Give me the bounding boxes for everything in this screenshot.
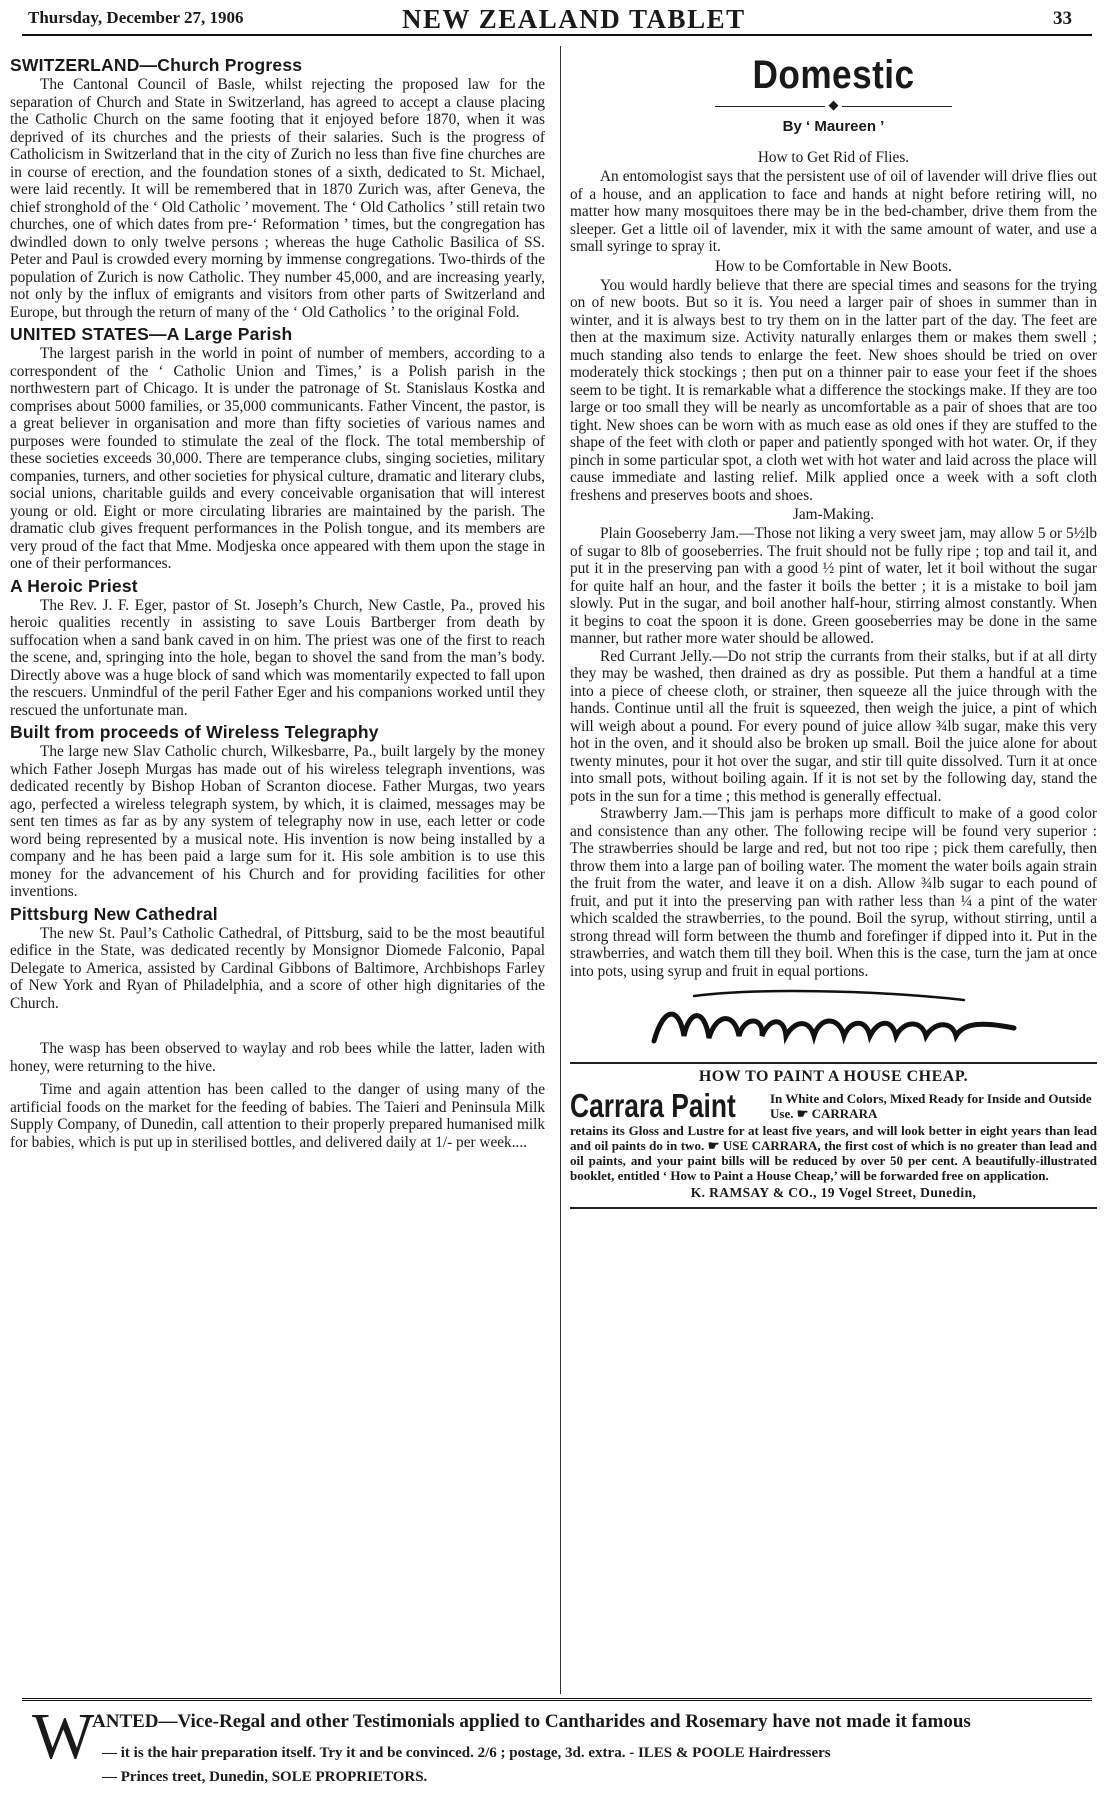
ad-side-text: In White and Colors, Mixed Ready for Inside and Outside Use. ☛ CARRARA [770, 1091, 1092, 1121]
ad-body: retains its Gloss and Lustre for at least five years, and will look better in eight years than lead and oil paints do in two. ☛ USE CARRARA, the first cost of which is no greater than lead and oil paints, and your paint bills will be reduced by over 50 per cent. A beautifully-illustrated booklet, entitled ‘ How to Paint a House Cheap,’ will be forwarded free on application. [570, 1123, 1097, 1183]
domestic-title: Domestic [752, 53, 915, 97]
wireless-body: The large new Slav Catholic church, Wilkesbarre, Pa., built largely by the money which Father Joseph Murgas has made out of his wireless telegraph inventions, was dedicated recently by Bishop Hoban of Scranton diocese. Father Murgas, two years ago, perfected a wireless telegraph system, by which, it is claimed, messages may be sent ten times as far as by any system of telegraphy now in use, each letter or code word being represented by a musical note. His invention is now being installed by a company and he has been paid a large sum for it. His sole ambition is to use this money for the advancement of his Church and for providing facilities for other inventions. [10, 743, 545, 900]
flies-body: An entomologist says that the persistent use of oil of lavender will drive flies out of a house, and an application to face and hands at night before retiring will, no matter how many mosquitoes there may be in the bed-chamber, drive them from the sleeper. Get a little oil of lavender, mix it with the same amount of water, and use a small syringe to spray it. [570, 168, 1097, 255]
jam-heading: Jam-Making. [792, 506, 875, 523]
footer-ad [22, 1698, 1092, 1792]
column-divider [560, 46, 561, 1694]
wasp-paragraph: The wasp has been observed to waylay and rob bees while the latter, laden with honey, were returning to the hive. [10, 1040, 545, 1075]
switzerland-body: The Cantonal Council of Basle, whilst rejecting the proposed law for the separation of Church and State in Switzerland, has agreed to accept a clause placing the Catholic Church on the same footing that it enjoyed before 1870, when it was deprived of its churches and the priests of their salaries. Such is the progress of Catholicism in Switzerland that in the city of Zurich no less than five fine churches are in course of erection, and the foundation stones of a sixth, dedicated to St. Michael, were laid recently. It will be remembered that in 1870 Zurich was, after Geneva, the chief stronghold of the ‘ Old Catholic ’ movement. The ‘ Old Catholics ’ still retain two churches, one of which dates from pre-‘ Reformation ’ times, but the congregation has dwindled down to only twelve persons ; whereas the huge Catholic Basilica of SS. Peter and Paul is crowded every morning by immense congregations. Two-thirds of the population of Zurich is now Catholic. They number 45,000, and are increasing yearly, not only by the influx of emigrants and visitors from other parts of Switzerland and Europe, but through the return of many of the ‘ Old Catholics ’ to the original Fold. [10, 76, 545, 321]
united-states-heading: UNITED STATES—A Large Parish [10, 324, 293, 344]
pittsburg-heading: Pittsburg New Cathedral [10, 903, 218, 924]
flies-heading: How to Get Rid of Flies. [757, 149, 910, 166]
united-states-body: The largest parish in the world in point of number of members, according to a correspondent of the ‘ Catholic Union and Times,’ is a Polish parish in the northwestern part of Chicago. It is under the patronage of St. Stanislaus Kostka and comprises about 5000 families, or 35,000 communicants. Father Vincent, the pastor, is a great believer in organisation and more than fifty societies of various names and purposes were founded to stimulate the zeal of the flock. The total membership of these societies exceeds 30,000. There are temperance clubs, singing societies, military companies, turners, and other societies for physical culture, dramatic and literary clubs, social unions, charitable guilds and every conceivable organisation that will interest young or old. Eight or more circulating libraries are maintained by the parish. The dramatic club gives frequent performances in the Polish tongue, and its members are very proud of the fact that Mme. Modjeska once appeared with them upon the stage in one of their performances. [10, 345, 545, 572]
footer-line-2: — it is the hair preparation itself. Try it and be convinced. 2/6 ; postage, 3d. extra. - ILES & POOLE Hairdressers [102, 1745, 831, 1761]
ad-brand: Carrara Paint [570, 1087, 736, 1124]
boots-body: You would hardly believe that there are special times and seasons for the trying on of new boots. But so it is. You need a larger pair of shoes in summer than in winter, and it is always best to try them on in the latter part of the day. The feet are then at the maximum size. Activity naturally enlarges them or makes them swell ; much standing also tends to enlarge the feet. New shoes should be tried on over moderately thick stockings ; then put on a thinner pair to ease your feet if the shoes seem to be tight. It is remarkable what a difference the stockings make. If they are too large or too small they will be nearly as uncomfortable as a pair of shoes that are too tight. New shoes can be worn with as much ease as old ones if they are stuffed to the shape of the feet with cloth or paper and patiently sponged with hot water. Or, if they pinch in some particular spot, a cloth wet with hot water and laid across the place will cause immediate and lasting relief. Milk applied once a week with a soft cloth freshens and preserves boots and shoes. [570, 276, 1097, 504]
pittsburg-body: The new St. Paul’s Catholic Cathedral, of Pittsburg, said to be the most beautiful edifice in the State, was dedicated recently by Monsignor Diomede Falconio, Papal Delegate to America, assisted by Cardinal Gibbons of Baltimore, Archbishops Farley of New York and Ryan of Philadelphia, and a score of other high dignitaries of the Church. [10, 924, 545, 1012]
ad-headline: HOW TO PAINT A HOUSE CHEAP. [698, 1068, 969, 1085]
ornament-divider: ◆ [570, 98, 1097, 112]
gooseberry-jam: Plain Gooseberry Jam.—Those not liking a very sweet jam, may allow 5 or 5½lb of sugar to 8lb of gooseberries. The fruit should not be fully ripe ; top and tail it, and put it in the preserving pan with a good ½ pint of water, let it boil without the sugar for quite half an hour, and the faster it boils the better ; it is a mistake to boil jam slowly. Put in the sugar, and boil another half-hour, stirring almost constantly. When it begins to coat the spoon it is done. Green gooseberries may be done in the same manner, but rather more water should be allowed. [570, 525, 1097, 647]
baby-milk-paragraph: Time and again attention has been called to the danger of using many of the artificial foods on the market for the feeding of babies. The Taieri and Peninsula Milk Supply Company, of Dunedin, call attention to their properly prepared humanised milk for babies, which is put up in sterilised bottles, and delivered daily at 1/- per week.... [10, 1081, 545, 1151]
byline: By ‘ Maureen ’ [782, 118, 885, 135]
maureen-signature [570, 986, 1097, 1056]
ad-address: K. RAMSAY & CO., 19 Vogel Street, Dunedin, [690, 1185, 977, 1200]
left-column [10, 52, 545, 1151]
strawberry-jam: Strawberry Jam.—This jam is perhaps more difficult to make of a good color and consistence than any other. The following recipe will be found very superior : The strawberries should be large and red, but not too ripe ; pick them carefully, then throw them into a large pan of boiling water. The moment the water boils again strain the fruit from the water, and leave it on a dish. Allow ¾lb sugar to each pound of fruit, and put it into the preserving pan with rather less than ¼ a pint of the water which scalded the strawberries, to the pound. Boil the syrup, without stirring, until a strong thread will form between the thumb and forefinger if dipped into it. Put in the strawberries, and watch them till they boil. When this is the case, turn the jam at once into pots, using syrup and fruit in equal portions. [570, 805, 1097, 980]
footer-line-3: — Princes treet, Dunedin, SOLE PROPRIETORS. [102, 1769, 428, 1785]
wireless-heading: Built from proceeds of Wireless Telegraphy [10, 722, 379, 742]
switzerland-heading: SWITZERLAND—Church Progress [10, 55, 303, 75]
page-header [22, 4, 1092, 36]
heroic-priest-heading: A Heroic Priest [10, 575, 138, 596]
signature-icon [634, 986, 1034, 1056]
footer-line-1: ANTED—Vice-Regal and other Testimonials applied to Cantharides and Rosemary have not made it famous [92, 1711, 971, 1732]
red-currant-jelly: Red Currant Jelly.—Do not strip the currants from their stalks, but if at all dirty they may be washed, then drained as dry as possible. Put them a handful at a time into a piece of cheese cloth, or strainer, then squeeze all the juice through with the hands. Continue until all the fruit is squeezed, then weigh the juice, a pint of which will weigh about a pound. For every pound of juice allow ¾lb sugar, make this very hot in the oven, and it should also be broken up small. Boil the juice alone for about twenty minutes, pour it hot over the sugar, and stir till quite dissolved. Turn it at once into small pots, without boiling again. If it is not set by the following day, stand the pots in the sun for a time ; this method is generally effectual. [570, 647, 1097, 805]
carrara-paint-ad [570, 1062, 1097, 1209]
footer-initial: W [32, 1700, 95, 1773]
boots-heading: How to be Comfortable in New Boots. [715, 257, 952, 275]
issue-date: Thursday, December 27, 1906 [28, 8, 244, 27]
page-number: 33 [1053, 8, 1072, 29]
right-column [570, 52, 1097, 1209]
heroic-priest-body: The Rev. J. F. Eger, pastor of St. Joseph’s Church, New Castle, Pa., proved his heroic qualities recently in assisting to save Louis Bartberger from death by suffocation when a sand bank caved in on him. The priest was one of the first to reach the scene, and, springing into the hole, began to shovel the sand from the man’s body. Directly above was a huge block of sand which was momentarily expected to fall upon the rescuers. Unmindful of the peril Father Eger and his companions worked until they rescued the unfortunate man. [10, 596, 545, 719]
masthead: NEW ZEALAND TABLET [402, 4, 746, 34]
